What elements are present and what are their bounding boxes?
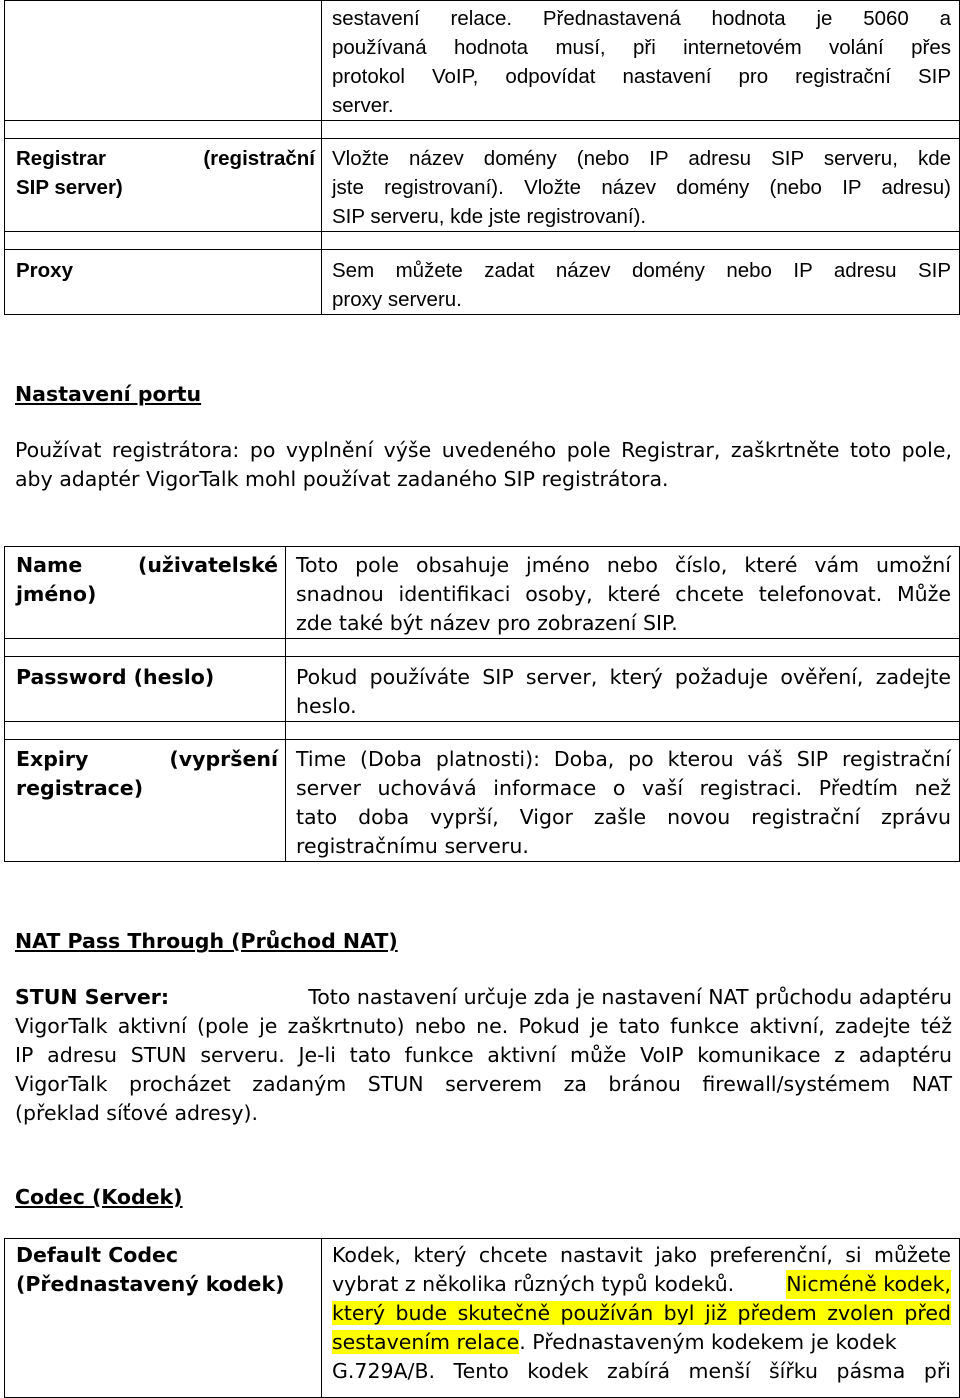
text-line: Vložte název domény (nebo IP adresu SIP serveru, kde — [332, 147, 951, 170]
password-label-cell — [5, 657, 286, 722]
empty-label-cell — [5, 1, 322, 121]
expiry-label-cell — [5, 740, 286, 862]
description-cell — [322, 250, 960, 315]
text-line: G.729A/B. Tento kodek zabírá menší šířku pásma při — [332, 1359, 951, 1383]
stun-label: STUN Server: — [15, 985, 170, 1009]
description-cell — [322, 1239, 960, 1398]
name-label-cell — [5, 547, 286, 639]
text-line — [332, 1270, 951, 1299]
section-heading: Nastavení portu — [15, 382, 202, 406]
label-text: Name — [16, 553, 83, 577]
label-text: Registrar — [16, 147, 107, 170]
label-text: Proxy — [16, 259, 73, 282]
text-line: IP adresu STUN serveru. Je-li tato funkce aktivní může VoIP komunikace z adaptéru — [15, 1043, 952, 1067]
text-line: Používat registrátora: po vyplnění výše uvedeného pole Registrar, zaškrtněte toto pole, — [15, 438, 952, 462]
table-row — [5, 547, 960, 639]
label-text: Password (heslo) — [16, 665, 215, 689]
account-settings-table — [4, 546, 960, 862]
paragraph — [15, 436, 952, 494]
table-row — [5, 740, 960, 862]
label-text: (registrační — [203, 147, 315, 170]
text-line: VigorTalk procházet zadaným STUN serverem za bránou firewall/systémem NAT — [15, 1072, 952, 1096]
text-line: Toto pole obsahuje jméno nebo číslo, které vám umožní — [296, 553, 951, 577]
text-line: tato doba vyprší, Vigor zašle novou registrační zprávu — [296, 805, 951, 829]
text-line — [15, 983, 952, 1012]
text-line: snadnou identifikaci osoby, které chcete telefonovat. Může — [296, 582, 951, 606]
description-cell — [322, 139, 960, 232]
table-row — [5, 1239, 960, 1398]
table-row — [5, 250, 960, 315]
highlighted-text: Nicméně kodek, — [786, 1270, 951, 1299]
text-line: server uchovává informace o vaší registraci. Předtím než — [296, 776, 951, 800]
text-line: server. — [332, 94, 394, 117]
highlighted-text: který bude skutečně používán byl již předem zvolen před — [332, 1301, 951, 1325]
top-definition-table — [4, 0, 960, 315]
description-cell — [286, 740, 960, 862]
text-run: vybrat z několika různých typů kodeků. — [332, 1272, 735, 1296]
label-text: SIP server) — [16, 176, 123, 199]
text-line: proxy serveru. — [332, 288, 462, 311]
text-line: Pokud používáte SIP server, který požaduje ověření, zadejte — [296, 665, 951, 689]
paragraph — [15, 983, 952, 1128]
text-run: . Přednastaveným kodekem je kodek — [519, 1330, 897, 1354]
section-heading: NAT Pass Through (Průchod NAT) — [15, 929, 398, 953]
text-line: heslo. — [296, 694, 357, 718]
description-cell — [322, 1, 960, 121]
text-line: Sem můžete zadat název domény nebo IP adresu SIP — [332, 259, 951, 282]
text-line — [332, 1328, 951, 1357]
table-row — [5, 1, 960, 121]
section-heading: Codec (Kodek) — [15, 1185, 183, 1209]
text-line: aby adaptér VigorTalk mohl používat zadaného SIP registrátora. — [15, 467, 669, 491]
text-line: VigorTalk aktivní (pole je zaškrtnuto) nebo ne. Pokud je tato funkce aktivní, zadejte též — [15, 1014, 952, 1038]
text-line: zde také být název pro zobrazení SIP. — [296, 611, 678, 635]
text-line: (překlad síťové adresy). — [15, 1101, 258, 1125]
proxy-label-cell — [5, 250, 322, 315]
label-text: (vypršení — [169, 747, 278, 771]
label-text: jméno) — [16, 582, 97, 606]
description-cell — [286, 547, 960, 639]
text-run: Toto nastavení určuje zda je nastavení NAT průchodu adaptéru — [308, 985, 952, 1009]
default-codec-label-cell — [5, 1239, 322, 1398]
label-text: registrace) — [16, 776, 144, 800]
text-line: protokol VoIP, odpovídat nastavení pro registrační SIP — [332, 65, 951, 88]
text-line: Time (Doba platnosti): Doba, po kterou váš SIP registrační — [296, 747, 951, 771]
registrar-label-cell — [5, 139, 322, 232]
text-line: SIP serveru, kde jste registrovaní). — [332, 205, 647, 228]
table-row — [5, 657, 960, 722]
text-line: registračnímu serveru. — [296, 834, 529, 858]
text-line: jste registrovaní). Vložte název domény (nebo IP adresu) — [332, 176, 951, 199]
label-text: (Přednastavený kodek) — [16, 1272, 285, 1296]
text-line: Kodek, který chcete nastavit jako preferenční, si můžete — [332, 1243, 951, 1267]
highlighted-text: sestavením relace — [332, 1330, 520, 1354]
label-text: Default Codec — [16, 1243, 179, 1267]
label-text: Expiry — [16, 747, 89, 771]
text-line: používaná hodnota musí, při internetovém volání přes — [332, 36, 951, 59]
table-row — [5, 139, 960, 232]
description-cell — [286, 657, 960, 722]
text-line: sestavení relace. Přednastavená hodnota je 5060 a — [332, 7, 951, 30]
codec-table — [4, 1238, 960, 1398]
text-line — [332, 1299, 951, 1328]
label-text: (uživatelské — [137, 553, 278, 577]
